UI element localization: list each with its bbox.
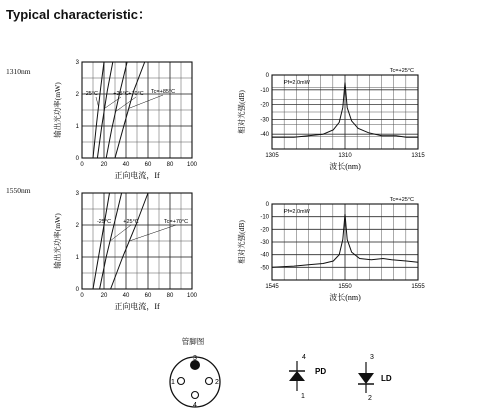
x-axis-title: 波长(nm) [329, 293, 361, 302]
y-tick-label: 0 [265, 73, 269, 79]
pd-bottom-pin: 1 [301, 393, 305, 400]
wavelength-label-1550: 1550nm [6, 186, 31, 195]
charts-layer [52, 60, 425, 312]
x-tick-label: 80 [166, 162, 174, 168]
y-tick-label: 2 [75, 223, 79, 229]
pin-2-label: 2 [215, 379, 219, 386]
annotation-temperature: Tc=+25°C [389, 68, 414, 74]
y-axis-title: 输出光功率(mW) [53, 82, 62, 138]
chart-spectrum_1550 [236, 197, 425, 302]
x-tick-label: 1315 [411, 153, 425, 159]
chart-pi_1310 [52, 60, 198, 181]
x-tick-label: 20 [100, 162, 108, 168]
series-label: +70°C [128, 91, 144, 97]
y-tick-label: 3 [75, 191, 79, 197]
x-tick-label: 1545 [265, 284, 279, 290]
y-axis-title: 输出光功率(mW) [53, 213, 62, 269]
x-tick-label: 1555 [411, 284, 425, 290]
x-axis-title: 波长(nm) [329, 162, 361, 171]
y-tick-label: -20 [260, 102, 269, 109]
y-tick-label: 3 [75, 60, 79, 66]
pd-symbol [289, 354, 326, 400]
ld-label: LD [381, 374, 392, 383]
pin-2-dot [206, 378, 213, 385]
series-leader [101, 225, 104, 241]
series-label: -25°C [83, 91, 98, 97]
pin-diagram [170, 336, 220, 409]
y-tick-label: -40 [260, 252, 269, 259]
pd-top-pin: 4 [302, 354, 306, 361]
x-axis-title: 正向电流，If [114, 171, 160, 180]
series-label: -25°C [96, 219, 112, 225]
x-axis-title: 正向电流，If [114, 302, 160, 311]
y-tick-label: 0 [75, 156, 79, 162]
x-tick-label: 60 [144, 162, 152, 168]
x-tick-label: 0 [80, 293, 84, 299]
series-label: Tc=+70°C [163, 219, 189, 225]
annotation-power: Pf=2.0mW [284, 209, 310, 215]
ld-symbol [358, 354, 392, 402]
pin-3-label: 3 [193, 355, 197, 362]
series-label: Tc=+85°C [150, 89, 176, 95]
y-tick-label: 2 [75, 92, 79, 98]
ld-top-pin: 3 [370, 354, 374, 361]
x-tick-label: 0 [80, 162, 84, 168]
y-tick-label: -50 [260, 265, 269, 272]
x-tick-label: 20 [100, 293, 108, 299]
x-tick-label: 1310 [338, 153, 352, 159]
annotation-temperature: Tc=+25°C [389, 197, 414, 203]
chart-grid [82, 193, 192, 289]
pin-4-dot [192, 392, 199, 399]
y-tick-label: 1 [75, 255, 79, 261]
ld-diode-triangle [358, 373, 374, 384]
pin-4-label: 4 [193, 402, 197, 409]
y-tick-label: 0 [265, 202, 269, 208]
x-tick-label: 40 [122, 162, 130, 168]
pin-1-dot [178, 378, 185, 385]
series-label: +25°C [113, 91, 129, 97]
pd-diode-triangle [289, 371, 305, 381]
chart-spectrum_1310 [236, 68, 425, 171]
y-tick-label: -10 [260, 87, 269, 94]
y-tick-label: 0 [75, 287, 79, 293]
y-tick-label: -40 [260, 132, 269, 139]
ld-bottom-pin: 2 [368, 395, 372, 402]
y-tick-label: -20 [260, 227, 269, 234]
y-axis-title: 相对光强(dB) [237, 90, 246, 134]
series-leader [129, 95, 163, 108]
page-heading: Typical characteristic： [6, 7, 151, 22]
annotation-power: Pf=2.0mW [284, 80, 310, 86]
x-tick-label: 60 [144, 293, 152, 299]
y-tick-label: -10 [260, 214, 269, 221]
pin-1-label: 1 [171, 379, 175, 386]
chart-pi_1550 [52, 191, 198, 312]
x-tick-label: 100 [186, 293, 198, 299]
y-tick-label: -30 [260, 240, 269, 246]
y-tick-label: -30 [260, 117, 269, 124]
y-axis-title: 相对光强(dB) [237, 220, 246, 264]
series-label: +25°C [123, 219, 139, 225]
y-tick-label: 1 [75, 124, 79, 130]
x-tick-label: 1550 [338, 284, 352, 290]
wavelength-label-1310: 1310nm [6, 67, 31, 76]
pd-label: PD [315, 367, 327, 376]
x-tick-label: 100 [186, 162, 198, 168]
x-tick-label: 40 [122, 293, 130, 299]
x-tick-label: 1305 [265, 153, 279, 159]
pin-diagram-title: 管脚图 [181, 337, 205, 346]
series-leader [129, 225, 176, 241]
series-leader [96, 97, 99, 107]
x-tick-label: 80 [166, 293, 174, 299]
